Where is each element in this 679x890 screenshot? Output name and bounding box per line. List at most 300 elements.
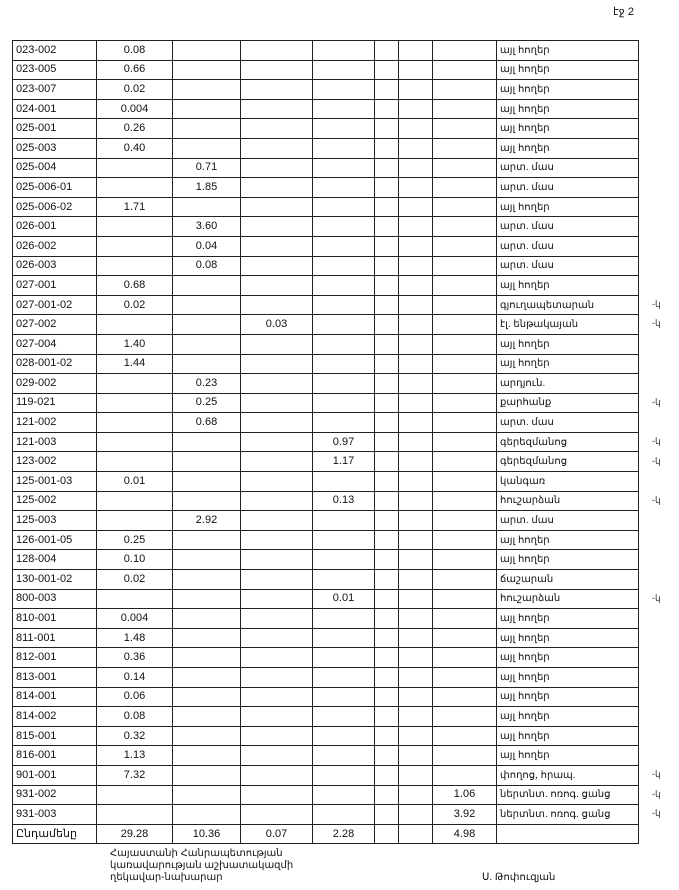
- area-cell: [173, 765, 241, 785]
- area-cell: [433, 99, 497, 119]
- table-row: [13, 609, 639, 629]
- area-cell: [433, 354, 497, 374]
- area-cell: [399, 413, 433, 433]
- area-cell: [433, 765, 497, 785]
- table-row: [13, 334, 639, 354]
- area-cell: 0.23: [173, 374, 241, 394]
- land-use-cell: արտ. մաս: [497, 217, 639, 237]
- row-mark: -կ: [652, 494, 661, 505]
- area-cell: [241, 511, 313, 531]
- area-cell: [313, 178, 375, 198]
- area-cell: [375, 276, 399, 296]
- parcel-code-cell: 813-001: [13, 668, 97, 688]
- area-cell: [433, 726, 497, 746]
- table-row: [13, 119, 639, 139]
- table-row: [13, 315, 639, 335]
- area-cell: [173, 472, 241, 492]
- area-cell: [313, 236, 375, 256]
- land-use-cell: արտ. մաս: [497, 413, 639, 433]
- area-cell: [433, 432, 497, 452]
- table-row: [13, 746, 639, 766]
- signature-line-3: ղեկավար-նախարար: [110, 872, 223, 883]
- area-cell: [173, 550, 241, 570]
- area-cell: [241, 726, 313, 746]
- parcel-code-cell: 119-021: [13, 393, 97, 413]
- area-cell: [173, 276, 241, 296]
- area-cell: [433, 393, 497, 413]
- area-cell: [375, 374, 399, 394]
- area-cell: 1.13: [97, 746, 173, 766]
- area-cell: [399, 609, 433, 629]
- land-use-cell: այլ հողեր: [497, 138, 639, 158]
- area-cell: 1.40: [97, 334, 173, 354]
- area-cell: [241, 119, 313, 139]
- area-cell: [399, 472, 433, 492]
- area-cell: [241, 256, 313, 276]
- area-cell: [375, 80, 399, 100]
- table-row: [13, 374, 639, 394]
- area-cell: [173, 119, 241, 139]
- area-cell: [399, 511, 433, 531]
- area-cell: 0.68: [173, 413, 241, 433]
- area-cell: [375, 158, 399, 178]
- area-cell: [375, 413, 399, 433]
- area-cell: 0.66: [97, 60, 173, 80]
- table-row: [13, 668, 639, 688]
- area-cell: [313, 393, 375, 413]
- area-cell: [97, 452, 173, 472]
- parcel-code-cell: 814-002: [13, 707, 97, 727]
- table-row: [13, 550, 639, 570]
- area-cell: [433, 334, 497, 354]
- table-row: [13, 805, 639, 825]
- table-row: [13, 628, 639, 648]
- area-cell: [375, 138, 399, 158]
- area-cell: 1.06: [433, 785, 497, 805]
- area-cell: [313, 746, 375, 766]
- table-row: [13, 413, 639, 433]
- area-cell: [313, 374, 375, 394]
- area-cell: [241, 158, 313, 178]
- parcel-code-cell: 025-003: [13, 138, 97, 158]
- area-cell: [241, 609, 313, 629]
- parcel-code-cell: 816-001: [13, 746, 97, 766]
- area-cell: [375, 687, 399, 707]
- area-cell: [433, 511, 497, 531]
- parcel-code-cell: 025-006-01: [13, 178, 97, 198]
- area-cell: [97, 413, 173, 433]
- land-use-cell: հուշարձան: [497, 491, 639, 511]
- area-cell: [399, 570, 433, 590]
- parcel-code-cell: 121-003: [13, 432, 97, 452]
- area-cell: [399, 138, 433, 158]
- area-cell: [433, 374, 497, 394]
- area-cell: [375, 393, 399, 413]
- area-cell: [173, 41, 241, 61]
- parcel-code-cell: 125-001-03: [13, 472, 97, 492]
- area-cell: 3.60: [173, 217, 241, 237]
- area-cell: [399, 765, 433, 785]
- land-use-cell: այլ հողեր: [497, 628, 639, 648]
- area-cell: [399, 824, 433, 844]
- table-row: [13, 41, 639, 61]
- parcel-code-cell: 815-001: [13, 726, 97, 746]
- area-cell: [173, 648, 241, 668]
- area-cell: [241, 472, 313, 492]
- area-cell: [399, 589, 433, 609]
- land-use-cell: այլ հողեր: [497, 354, 639, 374]
- area-cell: 10.36: [173, 824, 241, 844]
- area-cell: [375, 550, 399, 570]
- table-row: [13, 393, 639, 413]
- land-use-cell: արտ. մաս: [497, 158, 639, 178]
- area-cell: [433, 668, 497, 688]
- area-cell: 0.02: [97, 80, 173, 100]
- parcel-code-cell: 028-001-02: [13, 354, 97, 374]
- parcel-code-cell: 024-001: [13, 99, 97, 119]
- area-cell: [313, 334, 375, 354]
- area-cell: [433, 491, 497, 511]
- area-cell: [313, 687, 375, 707]
- land-use-cell: [497, 824, 639, 844]
- area-cell: [375, 609, 399, 629]
- area-cell: [433, 687, 497, 707]
- parcel-code-cell: 027-002: [13, 315, 97, 335]
- area-cell: [399, 432, 433, 452]
- area-cell: [375, 452, 399, 472]
- area-cell: [97, 315, 173, 335]
- area-cell: [375, 99, 399, 119]
- area-cell: [399, 41, 433, 61]
- area-cell: [313, 256, 375, 276]
- area-cell: [399, 648, 433, 668]
- land-use-cell: էլ. ենթակայան: [497, 315, 639, 335]
- area-cell: [399, 687, 433, 707]
- area-cell: [375, 805, 399, 825]
- land-use-cell: արդյուն.: [497, 374, 639, 394]
- land-use-cell: արտ. մաս: [497, 511, 639, 531]
- land-use-cell: գերեզմանոց: [497, 432, 639, 452]
- area-cell: [375, 746, 399, 766]
- area-cell: [433, 138, 497, 158]
- area-cell: 0.004: [97, 609, 173, 629]
- table-row: [13, 99, 639, 119]
- parcel-code-cell: 027-001-02: [13, 295, 97, 315]
- parcel-code-cell: 026-001: [13, 217, 97, 237]
- area-cell: [173, 452, 241, 472]
- area-cell: [399, 707, 433, 727]
- area-cell: 0.03: [241, 315, 313, 335]
- area-cell: 0.08: [97, 707, 173, 727]
- table-body: [13, 41, 639, 844]
- land-use-cell: ներտնտ. ոռոգ. ցանց: [497, 785, 639, 805]
- table-row: [13, 687, 639, 707]
- area-cell: [173, 197, 241, 217]
- table-row: [13, 354, 639, 374]
- parcel-code-cell: 931-003: [13, 805, 97, 825]
- area-cell: [173, 746, 241, 766]
- table-row: [13, 570, 639, 590]
- parcel-code-cell: Ընդամենը: [13, 824, 97, 844]
- parcel-code-cell: 023-002: [13, 41, 97, 61]
- parcel-code-cell: 125-003: [13, 511, 97, 531]
- area-cell: [313, 119, 375, 139]
- area-cell: [399, 550, 433, 570]
- area-cell: [241, 80, 313, 100]
- parcel-code-cell: 123-002: [13, 452, 97, 472]
- area-cell: [375, 648, 399, 668]
- signer-name: Ս. Թոփուզյան: [482, 872, 556, 883]
- parcel-code-cell: 800-003: [13, 589, 97, 609]
- area-cell: [173, 805, 241, 825]
- area-cell: [173, 530, 241, 550]
- signature-line-2: կառավարության աշխատակազմի: [110, 860, 294, 871]
- area-cell: [375, 41, 399, 61]
- table-row: [13, 785, 639, 805]
- area-cell: [173, 354, 241, 374]
- row-mark: -կ: [652, 396, 661, 407]
- area-cell: [97, 805, 173, 825]
- area-cell: [173, 726, 241, 746]
- area-cell: [241, 805, 313, 825]
- area-cell: 0.36: [97, 648, 173, 668]
- area-cell: 0.07: [241, 824, 313, 844]
- area-cell: [313, 628, 375, 648]
- area-cell: [313, 785, 375, 805]
- area-cell: [241, 236, 313, 256]
- area-cell: [433, 276, 497, 296]
- area-cell: [97, 217, 173, 237]
- parcel-code-cell: 023-007: [13, 80, 97, 100]
- table-row: [13, 452, 639, 472]
- area-cell: [399, 530, 433, 550]
- area-cell: [433, 413, 497, 433]
- table-row: [13, 589, 639, 609]
- area-cell: [433, 236, 497, 256]
- land-use-cell: այլ հողեր: [497, 707, 639, 727]
- area-cell: [433, 628, 497, 648]
- land-use-cell: այլ հողեր: [497, 99, 639, 119]
- area-cell: [375, 119, 399, 139]
- area-cell: 1.71: [97, 197, 173, 217]
- parcel-code-cell: 026-003: [13, 256, 97, 276]
- parcel-code-cell: 029-002: [13, 374, 97, 394]
- area-cell: [375, 530, 399, 550]
- area-cell: [313, 80, 375, 100]
- area-cell: [313, 295, 375, 315]
- row-mark: -կ: [652, 436, 661, 446]
- parcel-code-cell: 025-004: [13, 158, 97, 178]
- land-use-cell: գյուղապետարան: [497, 295, 639, 315]
- area-cell: 1.48: [97, 628, 173, 648]
- area-cell: [375, 315, 399, 335]
- parcel-code-cell: 027-004: [13, 334, 97, 354]
- land-use-cell: այլ հողեր: [497, 530, 639, 550]
- area-cell: [241, 374, 313, 394]
- area-cell: 0.13: [313, 491, 375, 511]
- area-cell: [399, 60, 433, 80]
- area-cell: [313, 197, 375, 217]
- parcel-code-cell: 931-002: [13, 785, 97, 805]
- area-cell: [241, 687, 313, 707]
- area-cell: [97, 236, 173, 256]
- area-cell: [313, 648, 375, 668]
- area-cell: [241, 413, 313, 433]
- area-cell: 1.17: [313, 452, 375, 472]
- area-cell: [241, 138, 313, 158]
- area-cell: 0.08: [173, 256, 241, 276]
- area-cell: 0.02: [97, 570, 173, 590]
- area-cell: [375, 354, 399, 374]
- area-cell: [313, 315, 375, 335]
- area-cell: [313, 609, 375, 629]
- table-row: [13, 60, 639, 80]
- land-use-cell: այլ հողեր: [497, 687, 639, 707]
- area-cell: [97, 511, 173, 531]
- table-row: [13, 138, 639, 158]
- land-use-cell: փողոց, հրապ.: [497, 765, 639, 785]
- area-cell: [375, 628, 399, 648]
- area-cell: [313, 41, 375, 61]
- row-mark: -կ: [652, 592, 661, 603]
- parcel-code-cell: 811-001: [13, 628, 97, 648]
- area-cell: [433, 197, 497, 217]
- area-cell: [399, 178, 433, 198]
- area-cell: [241, 217, 313, 237]
- area-cell: [399, 315, 433, 335]
- table-row: [13, 530, 639, 550]
- table-row: [13, 472, 639, 492]
- area-cell: [97, 785, 173, 805]
- area-cell: [313, 570, 375, 590]
- land-use-cell: այլ հողեր: [497, 119, 639, 139]
- signature-block: [110, 848, 293, 884]
- area-cell: [97, 589, 173, 609]
- area-cell: [399, 374, 433, 394]
- parcel-code-cell: 026-002: [13, 236, 97, 256]
- area-cell: [313, 511, 375, 531]
- area-cell: [433, 158, 497, 178]
- area-cell: 0.08: [97, 41, 173, 61]
- area-cell: [241, 628, 313, 648]
- area-cell: [241, 295, 313, 315]
- area-cell: [241, 765, 313, 785]
- area-cell: [399, 236, 433, 256]
- area-cell: [433, 178, 497, 198]
- area-cell: [313, 550, 375, 570]
- area-cell: [433, 80, 497, 100]
- land-use-cell: այլ հողեր: [497, 334, 639, 354]
- table-row: [13, 726, 639, 746]
- area-cell: [313, 668, 375, 688]
- land-use-cell: այլ հողեր: [497, 276, 639, 296]
- parcel-code-cell: 812-001: [13, 648, 97, 668]
- area-cell: [399, 746, 433, 766]
- area-cell: [399, 354, 433, 374]
- area-cell: [433, 295, 497, 315]
- area-cell: [241, 334, 313, 354]
- land-use-cell: այլ հողեր: [497, 41, 639, 61]
- land-use-cell: արտ. մաս: [497, 236, 639, 256]
- area-cell: [313, 60, 375, 80]
- area-cell: [173, 785, 241, 805]
- land-use-cell: արտ. մաս: [497, 178, 639, 198]
- area-cell: [313, 805, 375, 825]
- parcel-code-cell: 121-002: [13, 413, 97, 433]
- area-cell: [375, 824, 399, 844]
- parcel-code-cell: 810-001: [13, 609, 97, 629]
- table-row: [13, 158, 639, 178]
- area-cell: [433, 315, 497, 335]
- area-cell: [399, 217, 433, 237]
- area-cell: [375, 707, 399, 727]
- area-cell: [375, 472, 399, 492]
- land-use-cell: այլ հողեր: [497, 550, 639, 570]
- area-cell: [173, 609, 241, 629]
- area-cell: [241, 785, 313, 805]
- area-cell: [97, 374, 173, 394]
- area-cell: [399, 80, 433, 100]
- area-cell: [399, 452, 433, 472]
- area-cell: [399, 99, 433, 119]
- area-cell: 0.25: [173, 393, 241, 413]
- area-cell: [313, 726, 375, 746]
- area-cell: [313, 158, 375, 178]
- land-table: [12, 40, 639, 844]
- area-cell: [399, 668, 433, 688]
- area-cell: [313, 138, 375, 158]
- area-cell: [375, 765, 399, 785]
- area-cell: [313, 99, 375, 119]
- area-cell: [173, 687, 241, 707]
- area-cell: 29.28: [97, 824, 173, 844]
- table-row: [13, 178, 639, 198]
- area-cell: 0.25: [97, 530, 173, 550]
- area-cell: [173, 295, 241, 315]
- area-cell: [375, 236, 399, 256]
- land-use-cell: այլ հողեր: [497, 668, 639, 688]
- table-row: [13, 765, 639, 785]
- parcel-code-cell: 126-001-05: [13, 530, 97, 550]
- area-cell: 0.71: [173, 158, 241, 178]
- area-cell: [433, 570, 497, 590]
- area-cell: [241, 60, 313, 80]
- area-cell: [241, 452, 313, 472]
- area-cell: [241, 393, 313, 413]
- area-cell: [313, 472, 375, 492]
- table-row: [13, 432, 639, 452]
- area-cell: [241, 589, 313, 609]
- area-cell: [433, 119, 497, 139]
- area-cell: [375, 570, 399, 590]
- area-cell: 0.06: [97, 687, 173, 707]
- table-row: [13, 80, 639, 100]
- land-use-cell: այլ հողեր: [497, 197, 639, 217]
- area-cell: [313, 276, 375, 296]
- area-cell: [399, 119, 433, 139]
- land-use-cell: այլ հողեր: [497, 746, 639, 766]
- area-cell: [241, 648, 313, 668]
- area-cell: [399, 276, 433, 296]
- area-cell: [433, 452, 497, 472]
- area-cell: 0.68: [97, 276, 173, 296]
- area-cell: 0.40: [97, 138, 173, 158]
- land-use-cell: այլ հողեր: [497, 60, 639, 80]
- area-cell: [433, 217, 497, 237]
- area-cell: [173, 315, 241, 335]
- area-cell: [173, 491, 241, 511]
- area-cell: [313, 765, 375, 785]
